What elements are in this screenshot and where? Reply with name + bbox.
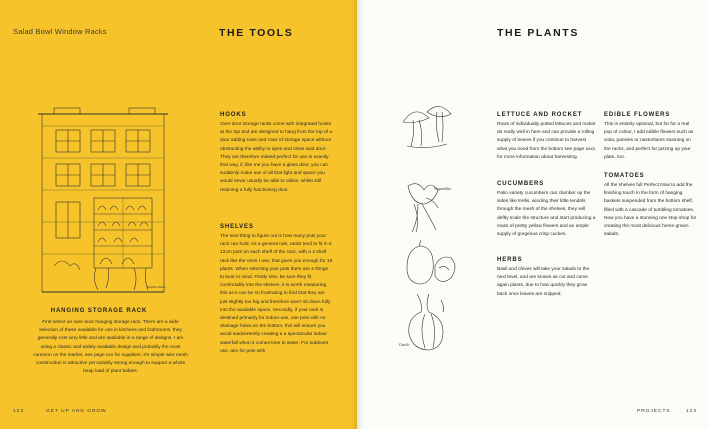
hooks-heading: HOOKS (220, 112, 247, 118)
garlic-label: Garlic (399, 342, 410, 347)
mushrooms-sketch (397, 102, 457, 154)
hooks-text: Over door storage racks come with integrated hooks at the top and are designed to hang from the top of a door adding rows and rows of storage space without obstructing the ability to open and close said door. They are therefore indeed perfect for use in exactly that way, if, like me you have a glass door, you can suddenly make use of all that light and space you would never usually be able to utilise, whilst still retaining a fully functioning door. (220, 122, 333, 193)
building-illustration (34, 106, 184, 298)
edible-flowers-text: This is entirely optional, but for for a real pop of colour, I add edible flowers such as viola, pansies or nasturtiums stunning on the racks, and perfect for jazzing up your plate, too. (604, 122, 694, 160)
right-folio-number: 123 (686, 409, 698, 414)
herbs-text: Basil and chives will take your salads to the next level, and are known as cut and come again plants, due to how quickly they grow back once leaves are snipped. (497, 267, 590, 297)
cucumbers-text: Patio variety cucumbers can clamber up the sides like trellis, winding their little tendrils through the mesh of the shelves, they will deftly scale the structure and start producing a mass of pretty yellow flowers and an ample supply of gorgeous crisp cuckes. (497, 191, 596, 238)
right-folio-label: PROJECTS (637, 409, 671, 414)
left-folio-label: GET UP AND GROW (46, 409, 107, 414)
shelves-text: The next thing to figure out is how many pots your rack can hold. As a general rule, racks tend to fit 3–4 12cm pots on each shelf of the rack, with a 4 shelf rack like the ones I use, that gives you enough for 16 plants. When selecting your pots there are 2 things to bear in mind. Firstly size, be sure they fit comfortably into the shelves, it is worth measuring this as it can be so frustrating to find that they are just slightly too big and therefore won’t sit down fully into the available space. Secondly, if your rack is destined primarily for indoor use, use pots with no drainage holes on the bottom, this will ensure you avoid inadvertently creating a a spectacular indoor waterfall when it comes time to water. For outdoors use, aim for pots with (220, 234, 333, 354)
shelves-heading: SHELVES (220, 224, 254, 230)
garlic-sketch (397, 290, 461, 356)
herbs-heading: HERBS (497, 257, 523, 263)
hanging-rack-text: First select an over-door hanging storage rack. There are a wide selection of these available for use in kitchens and bathrooms, they generally cost very little and are available in a range of designs. I am using a classic and widely available design and probably the most common on the market, see page xxx for suppliers. It’s simple wire mesh construction is attractive yet suitably strong enough to support a whole heap load of plant babies. (33, 320, 188, 375)
lettuce-sketch (400, 176, 462, 236)
vegetables-label: Vegetables (434, 186, 452, 191)
tomatoes-heading: TOMATOES (604, 173, 645, 179)
cucumbers-heading: CUCUMBERS (497, 181, 545, 187)
right-page (357, 0, 709, 429)
hanging-rack-heading: HANGING STORAGE RACK (50, 308, 148, 314)
edible-flowers-heading: EDIBLE FLOWERS (604, 112, 671, 118)
running-title: Salad Bowl Window Racks (13, 27, 107, 36)
plants-section-title: THE PLANTS (497, 27, 579, 39)
left-folio-number: 123 (13, 409, 25, 414)
tomatoes-text: All the shelves full Perfect Now to add the finishing touch in the form of hanging baskets suspended from the bottom shelf, filled with a cascade of tumbling tomatoes. Now you have a stunning one stop shop for creating the most delicious home grown salads. (604, 183, 697, 238)
lettuce-text: Rows of individually potted lettuces and rocket do really well in here and can provide a rolling supply of leaves if you continue to harvest what you need from the bottom see page xxxx for more information about harvesting. (497, 122, 596, 160)
figs-sketch (399, 238, 461, 290)
lettuce-heading: LETTUCE AND ROCKET (497, 112, 583, 118)
tools-section-title: THE TOOLS (219, 27, 294, 39)
illustration-signature: Kaitlin Mora (147, 285, 166, 289)
book-gutter (351, 0, 363, 429)
